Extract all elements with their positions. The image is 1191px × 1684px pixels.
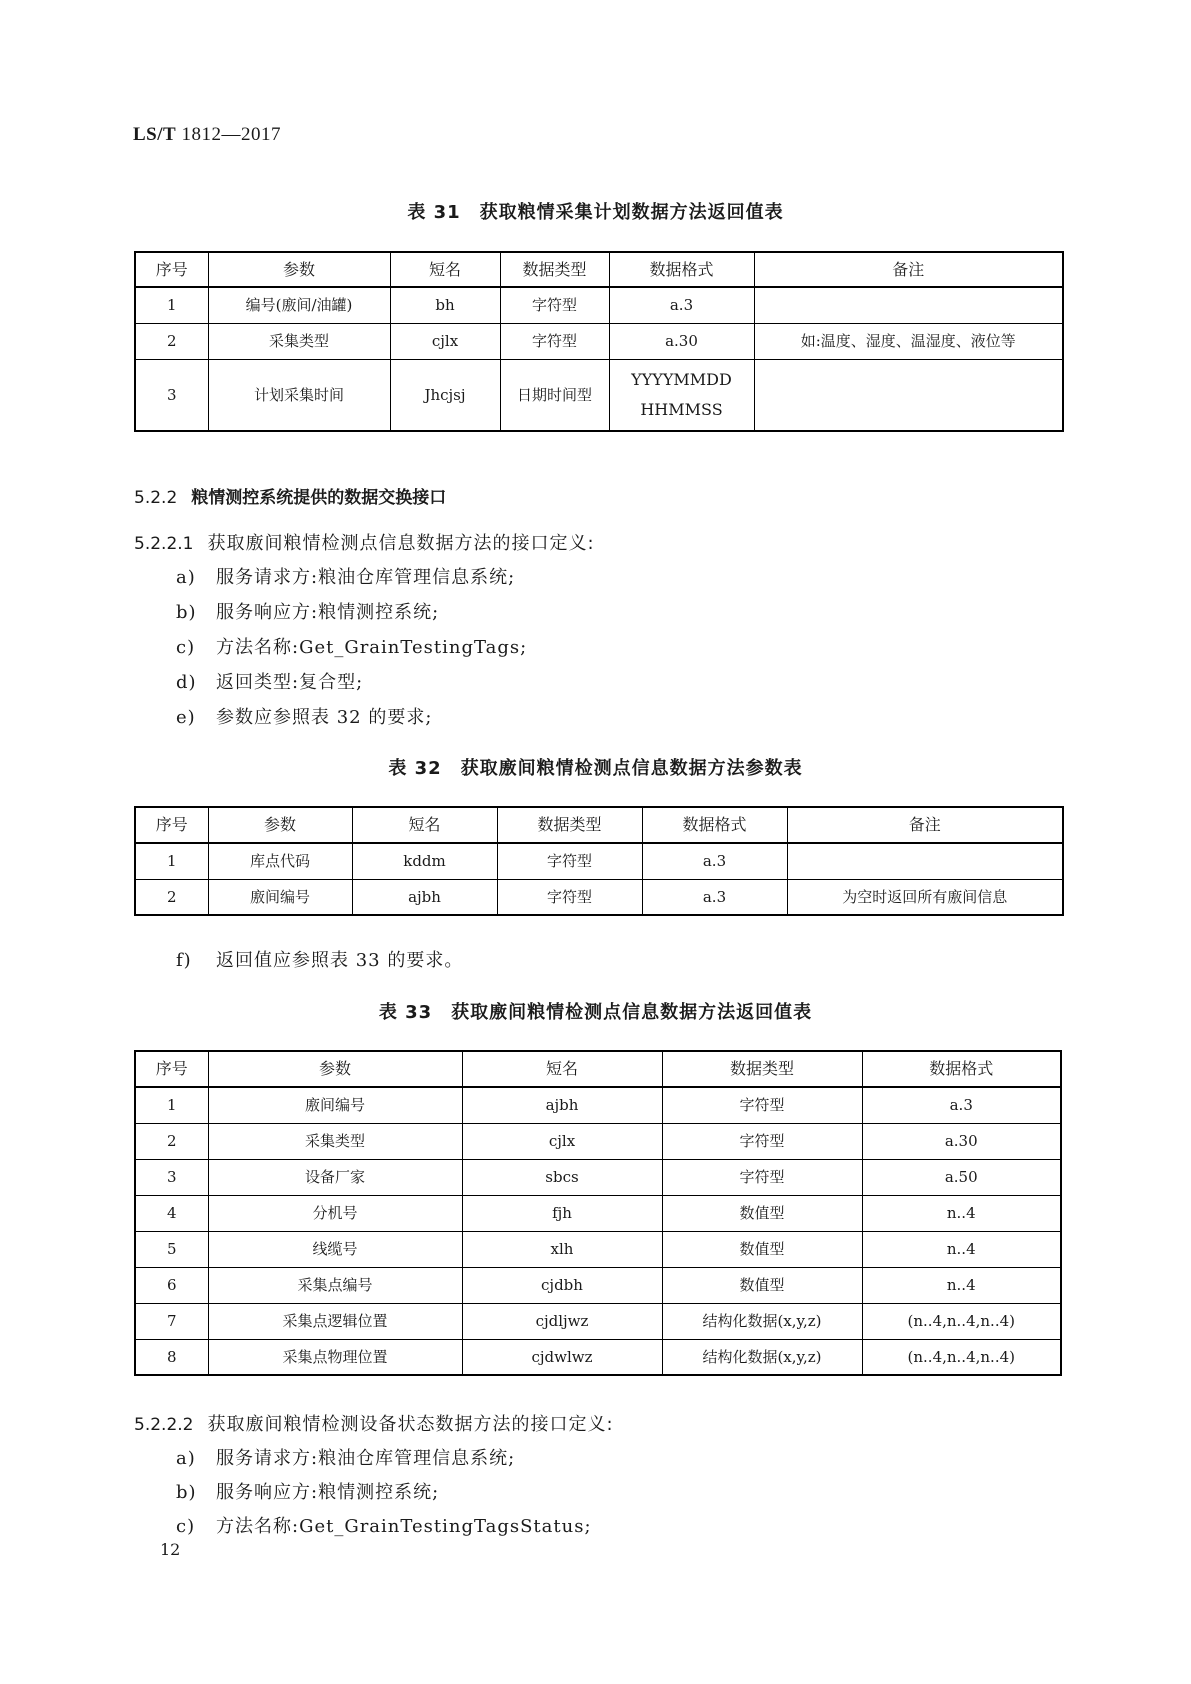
- table-cell: 1: [135, 1087, 208, 1123]
- list-item-text: 参数应参照表 32 的要求;: [216, 707, 433, 728]
- table-cell: ajbh: [462, 1087, 662, 1123]
- table33-header-cell: 序号: [135, 1051, 208, 1087]
- table32-header-cell: 数据格式: [642, 807, 787, 843]
- table31-header-cell: 数据类型: [500, 252, 609, 287]
- table-cell: 数值型: [662, 1267, 862, 1303]
- page-number: 12: [160, 1540, 181, 1559]
- subsection-heading: [134, 529, 595, 555]
- list-item-text: 方法名称:Get_GrainTestingTagsStatus;: [216, 1516, 592, 1537]
- table-cell: 7: [135, 1303, 208, 1339]
- table-cell: 2: [135, 879, 208, 915]
- list-item: [176, 633, 527, 659]
- table-row: [135, 323, 1063, 359]
- table-cell: 库点代码: [208, 843, 352, 879]
- table-cell: n..4: [862, 1267, 1061, 1303]
- table-cell: 字符型: [497, 843, 642, 879]
- list-item-label: b): [176, 1482, 197, 1503]
- list-item-text: 返回值应参照表 33 的要求。: [216, 950, 464, 971]
- table-row: [135, 879, 1063, 915]
- table-cell: cjdljwz: [462, 1303, 662, 1339]
- table-cell: 3: [135, 1159, 208, 1195]
- standard-code: LS/T: [133, 124, 177, 145]
- table-cell: 采集类型: [208, 1123, 462, 1159]
- standard-number: 1812—2017: [181, 124, 281, 145]
- table31-header-cell: 数据格式: [609, 252, 754, 287]
- table-cell: a.3: [862, 1087, 1061, 1123]
- list-item-text: 服务响应方:粮情测控系统;: [216, 1482, 440, 1503]
- table33: [134, 1050, 1062, 1376]
- table-cell: [754, 287, 1063, 323]
- table-cell: 如:温度、湿度、温湿度、液位等: [754, 323, 1063, 359]
- table-cell: 采集类型: [208, 323, 390, 359]
- table32-header-cell: 短名: [352, 807, 497, 843]
- table-cell: 日期时间型: [500, 359, 609, 431]
- table-row: [135, 1303, 1061, 1339]
- table-cell: 数值型: [662, 1231, 862, 1267]
- table-cell: 数值型: [662, 1195, 862, 1231]
- table31-header-cell: 短名: [390, 252, 500, 287]
- table-cell: 廒间编号: [208, 879, 352, 915]
- table-cell: 采集点逻辑位置: [208, 1303, 462, 1339]
- table-cell: n..4: [862, 1195, 1061, 1231]
- table-cell: cjlx: [390, 323, 500, 359]
- table33-header-cell: 数据类型: [662, 1051, 862, 1087]
- table-cell: 编号(廒间/油罐): [208, 287, 390, 323]
- table-cell: a.30: [609, 323, 754, 359]
- table-cell: 计划采集时间: [208, 359, 390, 431]
- table-cell: 为空时返回所有廒间信息: [787, 879, 1063, 915]
- table-cell: 廒间编号: [208, 1087, 462, 1123]
- table-cell: cjdbh: [462, 1267, 662, 1303]
- table31-caption: 表 31 获取粮情采集计划数据方法返回值表: [407, 202, 784, 223]
- table-cell: sbcs: [462, 1159, 662, 1195]
- table-cell: 结构化数据(x,y,z): [662, 1303, 862, 1339]
- table32-caption: 表 32 获取廒间粮情检测点信息数据方法参数表: [388, 758, 803, 779]
- table31: [134, 251, 1064, 432]
- list-item-text: 服务请求方:粮油仓库管理信息系统;: [216, 567, 516, 588]
- table32-header-cell: 备注: [787, 807, 1063, 843]
- table-cell: Jhcjsj: [390, 359, 500, 431]
- list-item-text: 方法名称:Get_GrainTestingTags;: [216, 637, 528, 658]
- list-item: [176, 598, 439, 624]
- list-item-label: a): [176, 567, 196, 588]
- table-cell: bh: [390, 287, 500, 323]
- table-row: [135, 1231, 1061, 1267]
- table31-header-cell: 备注: [754, 252, 1063, 287]
- list-item: [176, 563, 515, 589]
- document-header: [133, 124, 281, 146]
- list-item-text: 服务请求方:粮油仓库管理信息系统;: [216, 1448, 516, 1469]
- table-cell: a.50: [862, 1159, 1061, 1195]
- table33-header-cell: 参数: [208, 1051, 462, 1087]
- table-row: [135, 1159, 1061, 1195]
- table-cell: YYYYMMDD HHMMSS: [609, 359, 754, 431]
- list-item: [176, 1444, 515, 1470]
- table-cell: (n..4,n..4,n..4): [862, 1339, 1061, 1375]
- table-cell: 2: [135, 323, 208, 359]
- table33-header-cell: 数据格式: [862, 1051, 1061, 1087]
- list-item-text: 服务响应方:粮情测控系统;: [216, 602, 440, 623]
- list-item-label: f): [176, 950, 192, 971]
- table33-header-row: [135, 1051, 1061, 1087]
- subsection-title: 获取廒间粮情检测点信息数据方法的接口定义:: [207, 533, 595, 554]
- table31-header-cell: 序号: [135, 252, 208, 287]
- list-item-label: c): [176, 637, 196, 658]
- list-item-label: a): [176, 1448, 196, 1469]
- section-title: 粮情测控系统提供的数据交换接口: [191, 488, 447, 508]
- table-row: [135, 1267, 1061, 1303]
- subsection-number: 5.2.2.2: [134, 1415, 194, 1435]
- table-cell: xlh: [462, 1231, 662, 1267]
- table31-header-cell: 参数: [208, 252, 390, 287]
- table-cell: 线缆号: [208, 1231, 462, 1267]
- table-cell: 分机号: [208, 1195, 462, 1231]
- table-row: [135, 1339, 1061, 1375]
- table-cell: a.3: [642, 879, 787, 915]
- table-cell: 字符型: [662, 1123, 862, 1159]
- subsection-number: 5.2.2.1: [134, 534, 194, 554]
- table-cell: 设备厂家: [208, 1159, 462, 1195]
- table-cell: 字符型: [662, 1159, 862, 1195]
- table-cell: 5: [135, 1231, 208, 1267]
- table32-header-row: [135, 807, 1063, 843]
- table-cell: a.3: [609, 287, 754, 323]
- table-cell: [787, 843, 1063, 879]
- table-row: [135, 359, 1063, 431]
- table-cell: a.3: [642, 843, 787, 879]
- table-cell: 字符型: [497, 879, 642, 915]
- list-item: [176, 1478, 439, 1504]
- list-item-label: e): [176, 707, 196, 728]
- table-cell: 字符型: [500, 323, 609, 359]
- list-item: [176, 703, 432, 729]
- table-cell: 结构化数据(x,y,z): [662, 1339, 862, 1375]
- section-number: 5.2.2: [134, 488, 178, 508]
- subsection-heading: [134, 1410, 614, 1436]
- table-row: [135, 1123, 1061, 1159]
- table-cell: n..4: [862, 1231, 1061, 1267]
- table-cell: 3: [135, 359, 208, 431]
- list-item-label: b): [176, 602, 197, 623]
- table-cell: 1: [135, 843, 208, 879]
- list-item: [176, 1512, 592, 1538]
- table-cell: 8: [135, 1339, 208, 1375]
- table32-header-cell: 参数: [208, 807, 352, 843]
- list-item: [176, 946, 463, 972]
- table-cell: cjlx: [462, 1123, 662, 1159]
- table-cell: 采集点物理位置: [208, 1339, 462, 1375]
- table33-header-cell: 短名: [462, 1051, 662, 1087]
- table31-header-row: [135, 252, 1063, 287]
- table-cell: kddm: [352, 843, 497, 879]
- table-row: [135, 1087, 1061, 1123]
- table-cell: ajbh: [352, 879, 497, 915]
- list-item: [176, 668, 363, 694]
- table32-header-cell: 序号: [135, 807, 208, 843]
- table-row: [135, 287, 1063, 323]
- list-item-text: 返回类型:复合型;: [216, 672, 364, 693]
- table33-caption: 表 33 获取廒间粮情检测点信息数据方法返回值表: [378, 1002, 813, 1023]
- table-cell: cjdwlwz: [462, 1339, 662, 1375]
- table-row: [135, 1195, 1061, 1231]
- table-cell: 字符型: [500, 287, 609, 323]
- table-cell: fjh: [462, 1195, 662, 1231]
- list-item-label: d): [176, 672, 197, 693]
- table32-header-cell: 数据类型: [497, 807, 642, 843]
- table-cell: 字符型: [662, 1087, 862, 1123]
- table-cell: [754, 359, 1063, 431]
- table32: [134, 806, 1064, 916]
- subsection-title: 获取廒间粮情检测设备状态数据方法的接口定义:: [207, 1414, 614, 1435]
- table-row: [135, 843, 1063, 879]
- table-cell: 2: [135, 1123, 208, 1159]
- table-cell: 4: [135, 1195, 208, 1231]
- table-cell: a.30: [862, 1123, 1061, 1159]
- table-cell: 6: [135, 1267, 208, 1303]
- list-item-label: c): [176, 1516, 196, 1537]
- table-cell: 采集点编号: [208, 1267, 462, 1303]
- table-cell: 1: [135, 287, 208, 323]
- table-cell: (n..4,n..4,n..4): [862, 1303, 1061, 1339]
- section-heading: [134, 483, 446, 508]
